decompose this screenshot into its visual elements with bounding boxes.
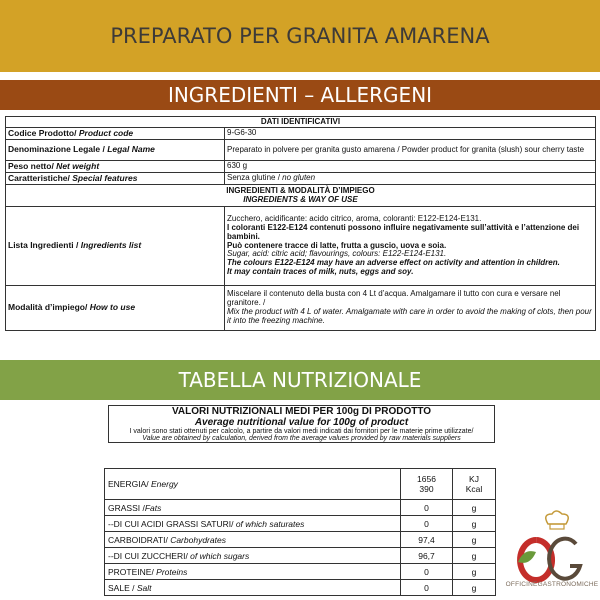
how-to-use-value: Miscelare il contenuto della busta con 4 Lt d’acqua. Amalgamare il tutto con cura e versare nel granitore. / Mix the product with 4 L of water. Amalgamate with care in order to avoid the making of clots, then pour it into the freezing machine.	[225, 286, 596, 331]
nutrition-title: VALORI NUTRIZIONALI MEDI PER 100g DI PRODOTTO	[171, 406, 432, 417]
nutrient-unit: g	[453, 500, 496, 516]
nutrition-table	[104, 468, 496, 596]
nutrient-label: PROTEINE/ Proteins	[105, 564, 401, 580]
dati-title: DATI IDENTIFICATIVI	[6, 117, 596, 128]
ingredients-section-title: INGREDIENTI & MODALITÀ D’IMPIEGO INGREDIENTS & WAY OF USE	[6, 185, 596, 207]
banner-divider	[0, 72, 600, 80]
nutrient-unit: g	[453, 548, 496, 564]
table-row	[6, 140, 596, 161]
table-row	[6, 161, 596, 173]
ingredients-list-label: Lista Ingredienti / Ingredients list	[6, 207, 225, 286]
nutrient-value: 0	[401, 580, 453, 596]
nutrient-value: 97,4	[401, 532, 453, 548]
nutrient-unit: g	[453, 532, 496, 548]
table-row	[6, 286, 596, 331]
nutrient-unit: g	[453, 580, 496, 596]
weight-label: Peso netto/ Net weight	[6, 161, 225, 173]
nutrient-label: --DI CUI ZUCCHERI/ of which sugars	[105, 548, 401, 564]
chef-hat-icon	[546, 511, 569, 524]
features-label: Caratteristiche/ Special features	[6, 173, 225, 185]
logo-wordmark: OFFICINEGASTRONOMICHE	[505, 581, 599, 588]
features-value: Senza glutine / no gluten	[225, 173, 596, 185]
nutrient-value: 1656 390	[401, 469, 453, 500]
code-value: 9-G6-30	[225, 128, 596, 140]
nutrition-heading: TABELLA NUTRIZIONALE	[178, 368, 422, 392]
name-value: Preparato in polvere per granita gusto amarena / Powder product for granita (slush) sour cherry taste	[225, 140, 596, 161]
nutrient-value: 0	[401, 500, 453, 516]
table-row	[105, 548, 496, 564]
table-row	[105, 532, 496, 548]
nutrition-banner	[0, 360, 600, 400]
nutrient-value: 0	[401, 564, 453, 580]
name-label: Denominazione Legale / Legal Name	[6, 140, 225, 161]
nutrition-title-en: Average nutritional value for 100g of product	[194, 417, 409, 428]
ingredients-banner	[0, 80, 600, 110]
ingredients-list-value: Zucchero, acidificante: acido citrico, aroma, coloranti: E122-E124-E131. I coloranti E122-E124 contenuti possono influire negativamente sull’attività e l’attenzione dei bambini. Può contenere tracce di latte, frutta a guscio, uova e soia. Sugar, acid: citric acid; flavourings, colours: E122-E124-E131. The colours E122-E124 may have an adverse effect on activity and attention in children. It may contain traces of milk, nuts, eggs and soy.	[225, 207, 596, 286]
table-row	[6, 185, 596, 207]
table-row	[6, 128, 596, 140]
nutrient-label: ENERGIA/ Energy	[105, 469, 401, 500]
page-title: PREPARATO PER GRANITA AMARENA	[110, 24, 490, 48]
how-to-use-label: Modalità d’impiego/ How to use	[6, 286, 225, 331]
nutrient-label: CARBOIDRATI/ Carbohydrates	[105, 532, 401, 548]
nutrition-header	[108, 405, 495, 443]
table-row	[105, 500, 496, 516]
weight-value: 630 g	[225, 161, 596, 173]
title-banner	[0, 0, 600, 72]
table-row	[6, 207, 596, 286]
code-label: Codice Prodotto/ Product code	[6, 128, 225, 140]
table-row	[6, 117, 596, 128]
table-row	[105, 580, 496, 596]
nutrient-unit: g	[453, 564, 496, 580]
table-row	[105, 564, 496, 580]
nutrient-value: 96,7	[401, 548, 453, 564]
table-row	[105, 469, 496, 500]
nutrition-note: I valori sono stati ottenuti per calcolo, a partire da valori medi indicati dai fornitori per le materie prime utilizzate/	[129, 428, 474, 435]
identification-table	[5, 116, 596, 331]
nutrient-unit: g	[453, 516, 496, 532]
nutrient-label: SALE / Salt	[105, 580, 401, 596]
nutrition-note-en: Value are obtained by calculation, derived from the average values provided by raw materials suppliers	[142, 435, 461, 442]
nutrient-unit: KJ Kcal	[453, 469, 496, 500]
table-row	[6, 173, 596, 185]
nutrient-label: --DI CUI ACIDI GRASSI SATURI/ of which saturates	[105, 516, 401, 532]
nutrient-value: 0	[401, 516, 453, 532]
ingredients-heading: INGREDIENTI – ALLERGENI	[167, 83, 433, 107]
nutrient-label: GRASSI /Fats	[105, 500, 401, 516]
table-row	[105, 516, 496, 532]
